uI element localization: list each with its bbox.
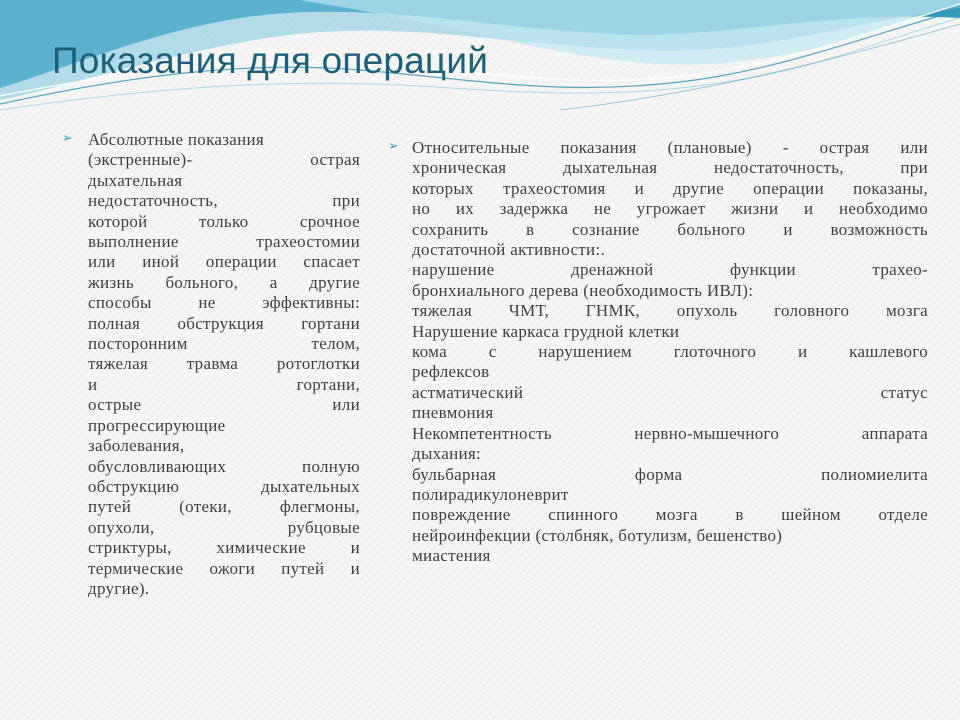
text-line: обусловливающих полную	[88, 456, 360, 476]
text-line: посторонним телом,	[88, 334, 360, 354]
text-line: тяжелая ЧМТ, ГНМК, опухоль головного мозга	[412, 301, 928, 321]
text-line: выполнение трахеостомии	[88, 232, 360, 252]
text-line: кома с нарушением глоточного и кашлевого	[412, 342, 928, 362]
text-line: (экстренные)- острая	[88, 150, 360, 170]
text-line: Некомпетентность нервно-мышечного аппарата	[412, 423, 928, 443]
text-line: термические ожоги путей и	[88, 558, 360, 578]
text-line: нейроинфекции (столбняк, ботулизм, бешенство)	[412, 525, 783, 545]
text-line: дыхательная	[88, 170, 183, 190]
left-column-absolute-indications	[62, 130, 360, 599]
text-line: путей (отеки, флегмоны,	[88, 497, 360, 517]
text-line: обструкцию дыхательных	[88, 476, 360, 496]
text-line: заболевания,	[88, 436, 185, 456]
text-line: тяжелая травма ротоглотки	[88, 354, 360, 374]
text-line: или иной операции спасает	[88, 252, 360, 272]
text-line: хроническая дыхательная недостаточность, при	[412, 158, 928, 178]
text-line: способы не эффективны:	[88, 293, 360, 313]
text-line: сохранить в сознание больного и возможность	[412, 219, 928, 239]
text-line: дыхания:	[412, 444, 482, 464]
left-column-text	[88, 130, 360, 599]
text-line: полная обструкция гортани	[88, 313, 360, 333]
text-line: и гортани,	[88, 374, 360, 394]
text-line: Абсолютные показания	[88, 130, 265, 149]
text-line: опухоли, рубцовые	[88, 517, 360, 537]
text-line: нарушение дренажной функции трахео-	[412, 260, 928, 280]
text-line: миастения	[412, 546, 491, 566]
text-line: другие).	[88, 578, 150, 598]
text-line: прогрессирующие	[88, 415, 226, 435]
right-column-text	[412, 138, 928, 567]
arrow-right-icon: ➢	[388, 139, 399, 154]
text-line: рефлексов	[412, 362, 490, 382]
text-line: которых трахеостомия и другие операции показаны,	[412, 178, 928, 198]
text-line: полирадикулоневрит	[412, 484, 569, 504]
text-line: которой только срочное	[88, 211, 360, 231]
text-line: астматический статус	[412, 382, 928, 402]
text-line: стриктуры, химические и	[88, 538, 360, 558]
text-line: бульбарная форма полиомиелита	[412, 464, 928, 484]
text-line: недостаточность, при	[88, 191, 360, 211]
text-line: Нарушение каркаса грудной клетки	[412, 321, 680, 341]
right-column-relative-indications	[388, 138, 928, 567]
text-line: жизнь больного, а другие	[88, 272, 360, 292]
text-line: но их задержка не угрожает жизни и необходимо	[412, 199, 928, 219]
text-line: бронхиального дерева (необходимость ИВЛ):	[412, 280, 754, 300]
text-line: Относительные показания (плановые) - острая или	[412, 138, 928, 157]
text-line: острые или	[88, 395, 360, 415]
slide-title: Показания для операций	[52, 40, 489, 81]
text-line: достаточной активности:.	[412, 240, 606, 260]
arrow-right-icon: ➢	[62, 131, 73, 146]
text-line: повреждение спинного мозга в шейном отделе	[412, 505, 928, 525]
text-line: пневмония	[412, 403, 494, 423]
